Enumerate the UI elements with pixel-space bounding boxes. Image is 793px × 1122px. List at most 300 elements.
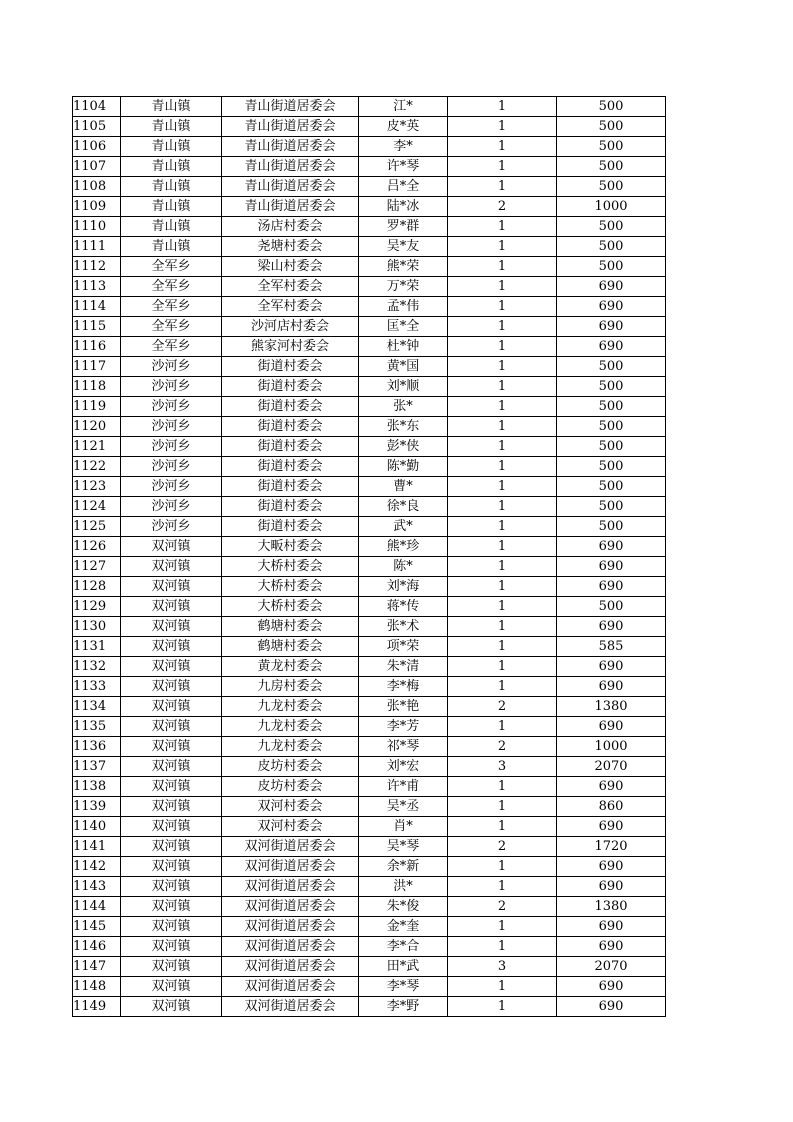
table-row <box>73 777 666 797</box>
person-name-cell: 李*琴 <box>359 977 448 997</box>
village-committee-cell: 街道村委会 <box>222 457 359 477</box>
amount-cell: 500 <box>557 497 666 517</box>
person-name-cell: 武* <box>359 517 448 537</box>
row-number-cell: 1132 <box>73 657 121 677</box>
row-number-cell: 1146 <box>73 937 121 957</box>
household-count-cell: 2 <box>448 837 557 857</box>
household-count-cell: 1 <box>448 997 557 1017</box>
person-name-cell: 熊*荣 <box>359 257 448 277</box>
row-number-cell: 1124 <box>73 497 121 517</box>
household-count-cell: 2 <box>448 697 557 717</box>
table-row <box>73 877 666 897</box>
village-committee-cell: 街道村委会 <box>222 397 359 417</box>
table-row <box>73 917 666 937</box>
village-committee-cell: 九龙村委会 <box>222 697 359 717</box>
table-row <box>73 177 666 197</box>
township-cell: 双河镇 <box>121 897 222 917</box>
township-cell: 青山镇 <box>121 177 222 197</box>
table-row <box>73 977 666 997</box>
amount-cell: 2070 <box>557 757 666 777</box>
amount-cell: 690 <box>557 877 666 897</box>
amount-cell: 860 <box>557 797 666 817</box>
row-number-cell: 1120 <box>73 417 121 437</box>
amount-cell: 585 <box>557 637 666 657</box>
township-cell: 双河镇 <box>121 917 222 937</box>
township-cell: 青山镇 <box>121 117 222 137</box>
household-count-cell: 1 <box>448 597 557 617</box>
village-committee-cell: 全军村委会 <box>222 297 359 317</box>
amount-cell: 2070 <box>557 957 666 977</box>
township-cell: 双河镇 <box>121 837 222 857</box>
village-committee-cell: 大畈村委会 <box>222 537 359 557</box>
row-number-cell: 1140 <box>73 817 121 837</box>
household-count-cell: 1 <box>448 277 557 297</box>
table-row <box>73 737 666 757</box>
township-cell: 沙河乡 <box>121 477 222 497</box>
table-row <box>73 377 666 397</box>
person-name-cell: 金*奎 <box>359 917 448 937</box>
table-row <box>73 557 666 577</box>
township-cell: 双河镇 <box>121 957 222 977</box>
roster-table <box>72 96 666 1017</box>
row-number-cell: 1118 <box>73 377 121 397</box>
person-name-cell: 罗*群 <box>359 217 448 237</box>
table-row <box>73 637 666 657</box>
household-count-cell: 1 <box>448 657 557 677</box>
row-number-cell: 1131 <box>73 637 121 657</box>
row-number-cell: 1123 <box>73 477 121 497</box>
row-number-cell: 1121 <box>73 437 121 457</box>
household-count-cell: 1 <box>448 437 557 457</box>
person-name-cell: 黄*国 <box>359 357 448 377</box>
township-cell: 双河镇 <box>121 577 222 597</box>
person-name-cell: 蒋*传 <box>359 597 448 617</box>
table-row <box>73 817 666 837</box>
township-cell: 沙河乡 <box>121 417 222 437</box>
township-cell: 双河镇 <box>121 977 222 997</box>
amount-cell: 690 <box>557 657 666 677</box>
amount-cell: 1000 <box>557 197 666 217</box>
person-name-cell: 吴*友 <box>359 237 448 257</box>
table-row <box>73 317 666 337</box>
township-cell: 双河镇 <box>121 997 222 1017</box>
amount-cell: 690 <box>557 277 666 297</box>
household-count-cell: 1 <box>448 397 557 417</box>
amount-cell: 1000 <box>557 737 666 757</box>
person-name-cell: 田*武 <box>359 957 448 977</box>
row-number-cell: 1127 <box>73 557 121 577</box>
person-name-cell: 李*梅 <box>359 677 448 697</box>
amount-cell: 500 <box>557 397 666 417</box>
amount-cell: 500 <box>557 597 666 617</box>
household-count-cell: 1 <box>448 417 557 437</box>
household-count-cell: 1 <box>448 517 557 537</box>
amount-cell: 500 <box>557 517 666 537</box>
row-number-cell: 1115 <box>73 317 121 337</box>
row-number-cell: 1116 <box>73 337 121 357</box>
household-count-cell: 2 <box>448 737 557 757</box>
village-committee-cell: 九龙村委会 <box>222 717 359 737</box>
household-count-cell: 1 <box>448 637 557 657</box>
row-number-cell: 1104 <box>73 97 121 117</box>
table-row <box>73 857 666 877</box>
township-cell: 沙河乡 <box>121 517 222 537</box>
amount-cell: 500 <box>557 97 666 117</box>
household-count-cell: 1 <box>448 717 557 737</box>
village-committee-cell: 街道村委会 <box>222 477 359 497</box>
township-cell: 青山镇 <box>121 157 222 177</box>
village-committee-cell: 鹤塘村委会 <box>222 617 359 637</box>
township-cell: 双河镇 <box>121 697 222 717</box>
household-count-cell: 1 <box>448 877 557 897</box>
township-cell: 双河镇 <box>121 617 222 637</box>
table-row <box>73 577 666 597</box>
table-row <box>73 677 666 697</box>
village-committee-cell: 皮坊村委会 <box>222 777 359 797</box>
row-number-cell: 1133 <box>73 677 121 697</box>
row-number-cell: 1125 <box>73 517 121 537</box>
person-name-cell: 张*艳 <box>359 697 448 717</box>
person-name-cell: 刘*宏 <box>359 757 448 777</box>
amount-cell: 690 <box>557 617 666 637</box>
village-committee-cell: 大桥村委会 <box>222 597 359 617</box>
row-number-cell: 1106 <box>73 137 121 157</box>
township-cell: 双河镇 <box>121 777 222 797</box>
row-number-cell: 1111 <box>73 237 121 257</box>
row-number-cell: 1129 <box>73 597 121 617</box>
amount-cell: 1380 <box>557 697 666 717</box>
amount-cell: 500 <box>557 437 666 457</box>
person-name-cell: 刘*海 <box>359 577 448 597</box>
township-cell: 双河镇 <box>121 637 222 657</box>
township-cell: 双河镇 <box>121 677 222 697</box>
person-name-cell: 吴*丞 <box>359 797 448 817</box>
village-committee-cell: 汤店村委会 <box>222 217 359 237</box>
village-committee-cell: 双河村委会 <box>222 797 359 817</box>
row-number-cell: 1122 <box>73 457 121 477</box>
table-row <box>73 477 666 497</box>
person-name-cell: 江* <box>359 97 448 117</box>
township-cell: 沙河乡 <box>121 497 222 517</box>
person-name-cell: 陆*冰 <box>359 197 448 217</box>
person-name-cell: 肖* <box>359 817 448 837</box>
household-count-cell: 1 <box>448 117 557 137</box>
township-cell: 全军乡 <box>121 297 222 317</box>
amount-cell: 690 <box>557 997 666 1017</box>
village-committee-cell: 青山街道居委会 <box>222 137 359 157</box>
row-number-cell: 1128 <box>73 577 121 597</box>
township-cell: 双河镇 <box>121 937 222 957</box>
table-row <box>73 597 666 617</box>
village-committee-cell: 街道村委会 <box>222 417 359 437</box>
village-committee-cell: 双河村委会 <box>222 817 359 837</box>
household-count-cell: 2 <box>448 197 557 217</box>
person-name-cell: 张*术 <box>359 617 448 637</box>
township-cell: 沙河乡 <box>121 377 222 397</box>
household-count-cell: 1 <box>448 137 557 157</box>
table-row <box>73 997 666 1017</box>
village-committee-cell: 街道村委会 <box>222 357 359 377</box>
table-row <box>73 497 666 517</box>
township-cell: 沙河乡 <box>121 457 222 477</box>
township-cell: 沙河乡 <box>121 357 222 377</box>
village-committee-cell: 双河街道居委会 <box>222 897 359 917</box>
township-cell: 全军乡 <box>121 317 222 337</box>
person-name-cell: 李*芳 <box>359 717 448 737</box>
person-name-cell: 李*合 <box>359 937 448 957</box>
amount-cell: 500 <box>557 157 666 177</box>
household-count-cell: 1 <box>448 177 557 197</box>
village-committee-cell: 大桥村委会 <box>222 557 359 577</box>
amount-cell: 500 <box>557 377 666 397</box>
amount-cell: 690 <box>557 857 666 877</box>
village-committee-cell: 双河街道居委会 <box>222 977 359 997</box>
household-count-cell: 1 <box>448 477 557 497</box>
person-name-cell: 朱*俊 <box>359 897 448 917</box>
amount-cell: 500 <box>557 417 666 437</box>
row-number-cell: 1117 <box>73 357 121 377</box>
village-committee-cell: 鹤塘村委会 <box>222 637 359 657</box>
row-number-cell: 1110 <box>73 217 121 237</box>
table-row <box>73 137 666 157</box>
household-count-cell: 1 <box>448 217 557 237</box>
village-committee-cell: 青山街道居委会 <box>222 157 359 177</box>
amount-cell: 500 <box>557 137 666 157</box>
row-number-cell: 1119 <box>73 397 121 417</box>
village-committee-cell: 街道村委会 <box>222 517 359 537</box>
amount-cell: 500 <box>557 237 666 257</box>
table-row <box>73 797 666 817</box>
row-number-cell: 1143 <box>73 877 121 897</box>
person-name-cell: 洪* <box>359 877 448 897</box>
row-number-cell: 1135 <box>73 717 121 737</box>
household-count-cell: 1 <box>448 97 557 117</box>
person-name-cell: 祁*琴 <box>359 737 448 757</box>
household-count-cell: 1 <box>448 297 557 317</box>
amount-cell: 690 <box>557 817 666 837</box>
person-name-cell: 张* <box>359 397 448 417</box>
person-name-cell: 孟*伟 <box>359 297 448 317</box>
amount-cell: 500 <box>557 357 666 377</box>
row-number-cell: 1145 <box>73 917 121 937</box>
row-number-cell: 1109 <box>73 197 121 217</box>
household-count-cell: 1 <box>448 337 557 357</box>
village-committee-cell: 尧塘村委会 <box>222 237 359 257</box>
row-number-cell: 1130 <box>73 617 121 637</box>
village-committee-cell: 大桥村委会 <box>222 577 359 597</box>
amount-cell: 690 <box>557 337 666 357</box>
township-cell: 沙河乡 <box>121 437 222 457</box>
township-cell: 双河镇 <box>121 557 222 577</box>
person-name-cell: 余*新 <box>359 857 448 877</box>
village-committee-cell: 街道村委会 <box>222 497 359 517</box>
row-number-cell: 1107 <box>73 157 121 177</box>
township-cell: 双河镇 <box>121 537 222 557</box>
township-cell: 青山镇 <box>121 137 222 157</box>
table-row <box>73 517 666 537</box>
table-row <box>73 937 666 957</box>
township-cell: 双河镇 <box>121 797 222 817</box>
township-cell: 青山镇 <box>121 237 222 257</box>
amount-cell: 500 <box>557 117 666 137</box>
village-committee-cell: 双河街道居委会 <box>222 997 359 1017</box>
table-row <box>73 397 666 417</box>
table-row <box>73 357 666 377</box>
village-committee-cell: 熊家河村委会 <box>222 337 359 357</box>
table-row <box>73 237 666 257</box>
person-name-cell: 杜*钟 <box>359 337 448 357</box>
table-row <box>73 717 666 737</box>
person-name-cell: 皮*英 <box>359 117 448 137</box>
row-number-cell: 1126 <box>73 537 121 557</box>
village-committee-cell: 青山街道居委会 <box>222 197 359 217</box>
table-row <box>73 337 666 357</box>
table-row <box>73 217 666 237</box>
village-committee-cell: 双河街道居委会 <box>222 857 359 877</box>
township-cell: 双河镇 <box>121 877 222 897</box>
village-committee-cell: 青山街道居委会 <box>222 117 359 137</box>
row-number-cell: 1108 <box>73 177 121 197</box>
household-count-cell: 1 <box>448 577 557 597</box>
household-count-cell: 1 <box>448 357 557 377</box>
household-count-cell: 1 <box>448 557 557 577</box>
village-committee-cell: 双河街道居委会 <box>222 937 359 957</box>
township-cell: 沙河乡 <box>121 397 222 417</box>
village-committee-cell: 沙河店村委会 <box>222 317 359 337</box>
village-committee-cell: 双河街道居委会 <box>222 957 359 977</box>
person-name-cell: 许*琴 <box>359 157 448 177</box>
row-number-cell: 1114 <box>73 297 121 317</box>
household-count-cell: 1 <box>448 457 557 477</box>
amount-cell: 690 <box>557 917 666 937</box>
household-count-cell: 3 <box>448 957 557 977</box>
table-row <box>73 537 666 557</box>
table-row <box>73 417 666 437</box>
person-name-cell: 曹* <box>359 477 448 497</box>
person-name-cell: 彭*侠 <box>359 437 448 457</box>
table-row <box>73 617 666 637</box>
village-committee-cell: 全军村委会 <box>222 277 359 297</box>
village-committee-cell: 青山街道居委会 <box>222 97 359 117</box>
amount-cell: 690 <box>557 977 666 997</box>
amount-cell: 1380 <box>557 897 666 917</box>
amount-cell: 690 <box>557 297 666 317</box>
township-cell: 双河镇 <box>121 817 222 837</box>
row-number-cell: 1112 <box>73 257 121 277</box>
household-count-cell: 1 <box>448 817 557 837</box>
township-cell: 双河镇 <box>121 657 222 677</box>
person-name-cell: 万*荣 <box>359 277 448 297</box>
township-cell: 全军乡 <box>121 337 222 357</box>
household-count-cell: 1 <box>448 857 557 877</box>
table-row <box>73 197 666 217</box>
table-row <box>73 437 666 457</box>
village-committee-cell: 双河街道居委会 <box>222 917 359 937</box>
township-cell: 双河镇 <box>121 857 222 877</box>
table-row <box>73 297 666 317</box>
row-number-cell: 1134 <box>73 697 121 717</box>
amount-cell: 500 <box>557 457 666 477</box>
township-cell: 双河镇 <box>121 737 222 757</box>
township-cell: 全军乡 <box>121 257 222 277</box>
village-committee-cell: 街道村委会 <box>222 437 359 457</box>
township-cell: 青山镇 <box>121 217 222 237</box>
household-count-cell: 1 <box>448 317 557 337</box>
village-committee-cell: 街道村委会 <box>222 377 359 397</box>
amount-cell: 690 <box>557 557 666 577</box>
row-number-cell: 1139 <box>73 797 121 817</box>
village-committee-cell: 九房村委会 <box>222 677 359 697</box>
household-count-cell: 1 <box>448 677 557 697</box>
household-count-cell: 1 <box>448 917 557 937</box>
village-committee-cell: 双河街道居委会 <box>222 837 359 857</box>
person-name-cell: 熊*珍 <box>359 537 448 557</box>
village-committee-cell: 九龙村委会 <box>222 737 359 757</box>
amount-cell: 1720 <box>557 837 666 857</box>
row-number-cell: 1142 <box>73 857 121 877</box>
table-row <box>73 97 666 117</box>
household-count-cell: 1 <box>448 497 557 517</box>
household-count-cell: 1 <box>448 377 557 397</box>
township-cell: 双河镇 <box>121 717 222 737</box>
table-row <box>73 157 666 177</box>
row-number-cell: 1144 <box>73 897 121 917</box>
township-cell: 青山镇 <box>121 197 222 217</box>
household-count-cell: 1 <box>448 257 557 277</box>
person-name-cell: 匡*全 <box>359 317 448 337</box>
table-row <box>73 457 666 477</box>
row-number-cell: 1138 <box>73 777 121 797</box>
row-number-cell: 1141 <box>73 837 121 857</box>
household-count-cell: 1 <box>448 977 557 997</box>
table-row <box>73 257 666 277</box>
amount-cell: 500 <box>557 217 666 237</box>
table-row <box>73 957 666 977</box>
row-number-cell: 1147 <box>73 957 121 977</box>
township-cell: 青山镇 <box>121 97 222 117</box>
household-count-cell: 1 <box>448 617 557 637</box>
roster-body <box>73 97 666 1017</box>
village-committee-cell: 青山街道居委会 <box>222 177 359 197</box>
row-number-cell: 1148 <box>73 977 121 997</box>
table-row <box>73 897 666 917</box>
person-name-cell: 吕*全 <box>359 177 448 197</box>
amount-cell: 690 <box>557 937 666 957</box>
amount-cell: 690 <box>557 777 666 797</box>
amount-cell: 690 <box>557 317 666 337</box>
person-name-cell: 张*东 <box>359 417 448 437</box>
township-cell: 全军乡 <box>121 277 222 297</box>
table-row <box>73 697 666 717</box>
table-row <box>73 837 666 857</box>
row-number-cell: 1105 <box>73 117 121 137</box>
household-count-cell: 1 <box>448 937 557 957</box>
amount-cell: 690 <box>557 717 666 737</box>
person-name-cell: 李*野 <box>359 997 448 1017</box>
village-committee-cell: 梁山村委会 <box>222 257 359 277</box>
household-count-cell: 1 <box>448 797 557 817</box>
person-name-cell: 李* <box>359 137 448 157</box>
row-number-cell: 1136 <box>73 737 121 757</box>
amount-cell: 690 <box>557 537 666 557</box>
amount-cell: 500 <box>557 177 666 197</box>
table-row <box>73 277 666 297</box>
person-name-cell: 陈*勤 <box>359 457 448 477</box>
person-name-cell: 陈* <box>359 557 448 577</box>
table-row <box>73 657 666 677</box>
amount-cell: 690 <box>557 577 666 597</box>
household-count-cell: 1 <box>448 237 557 257</box>
